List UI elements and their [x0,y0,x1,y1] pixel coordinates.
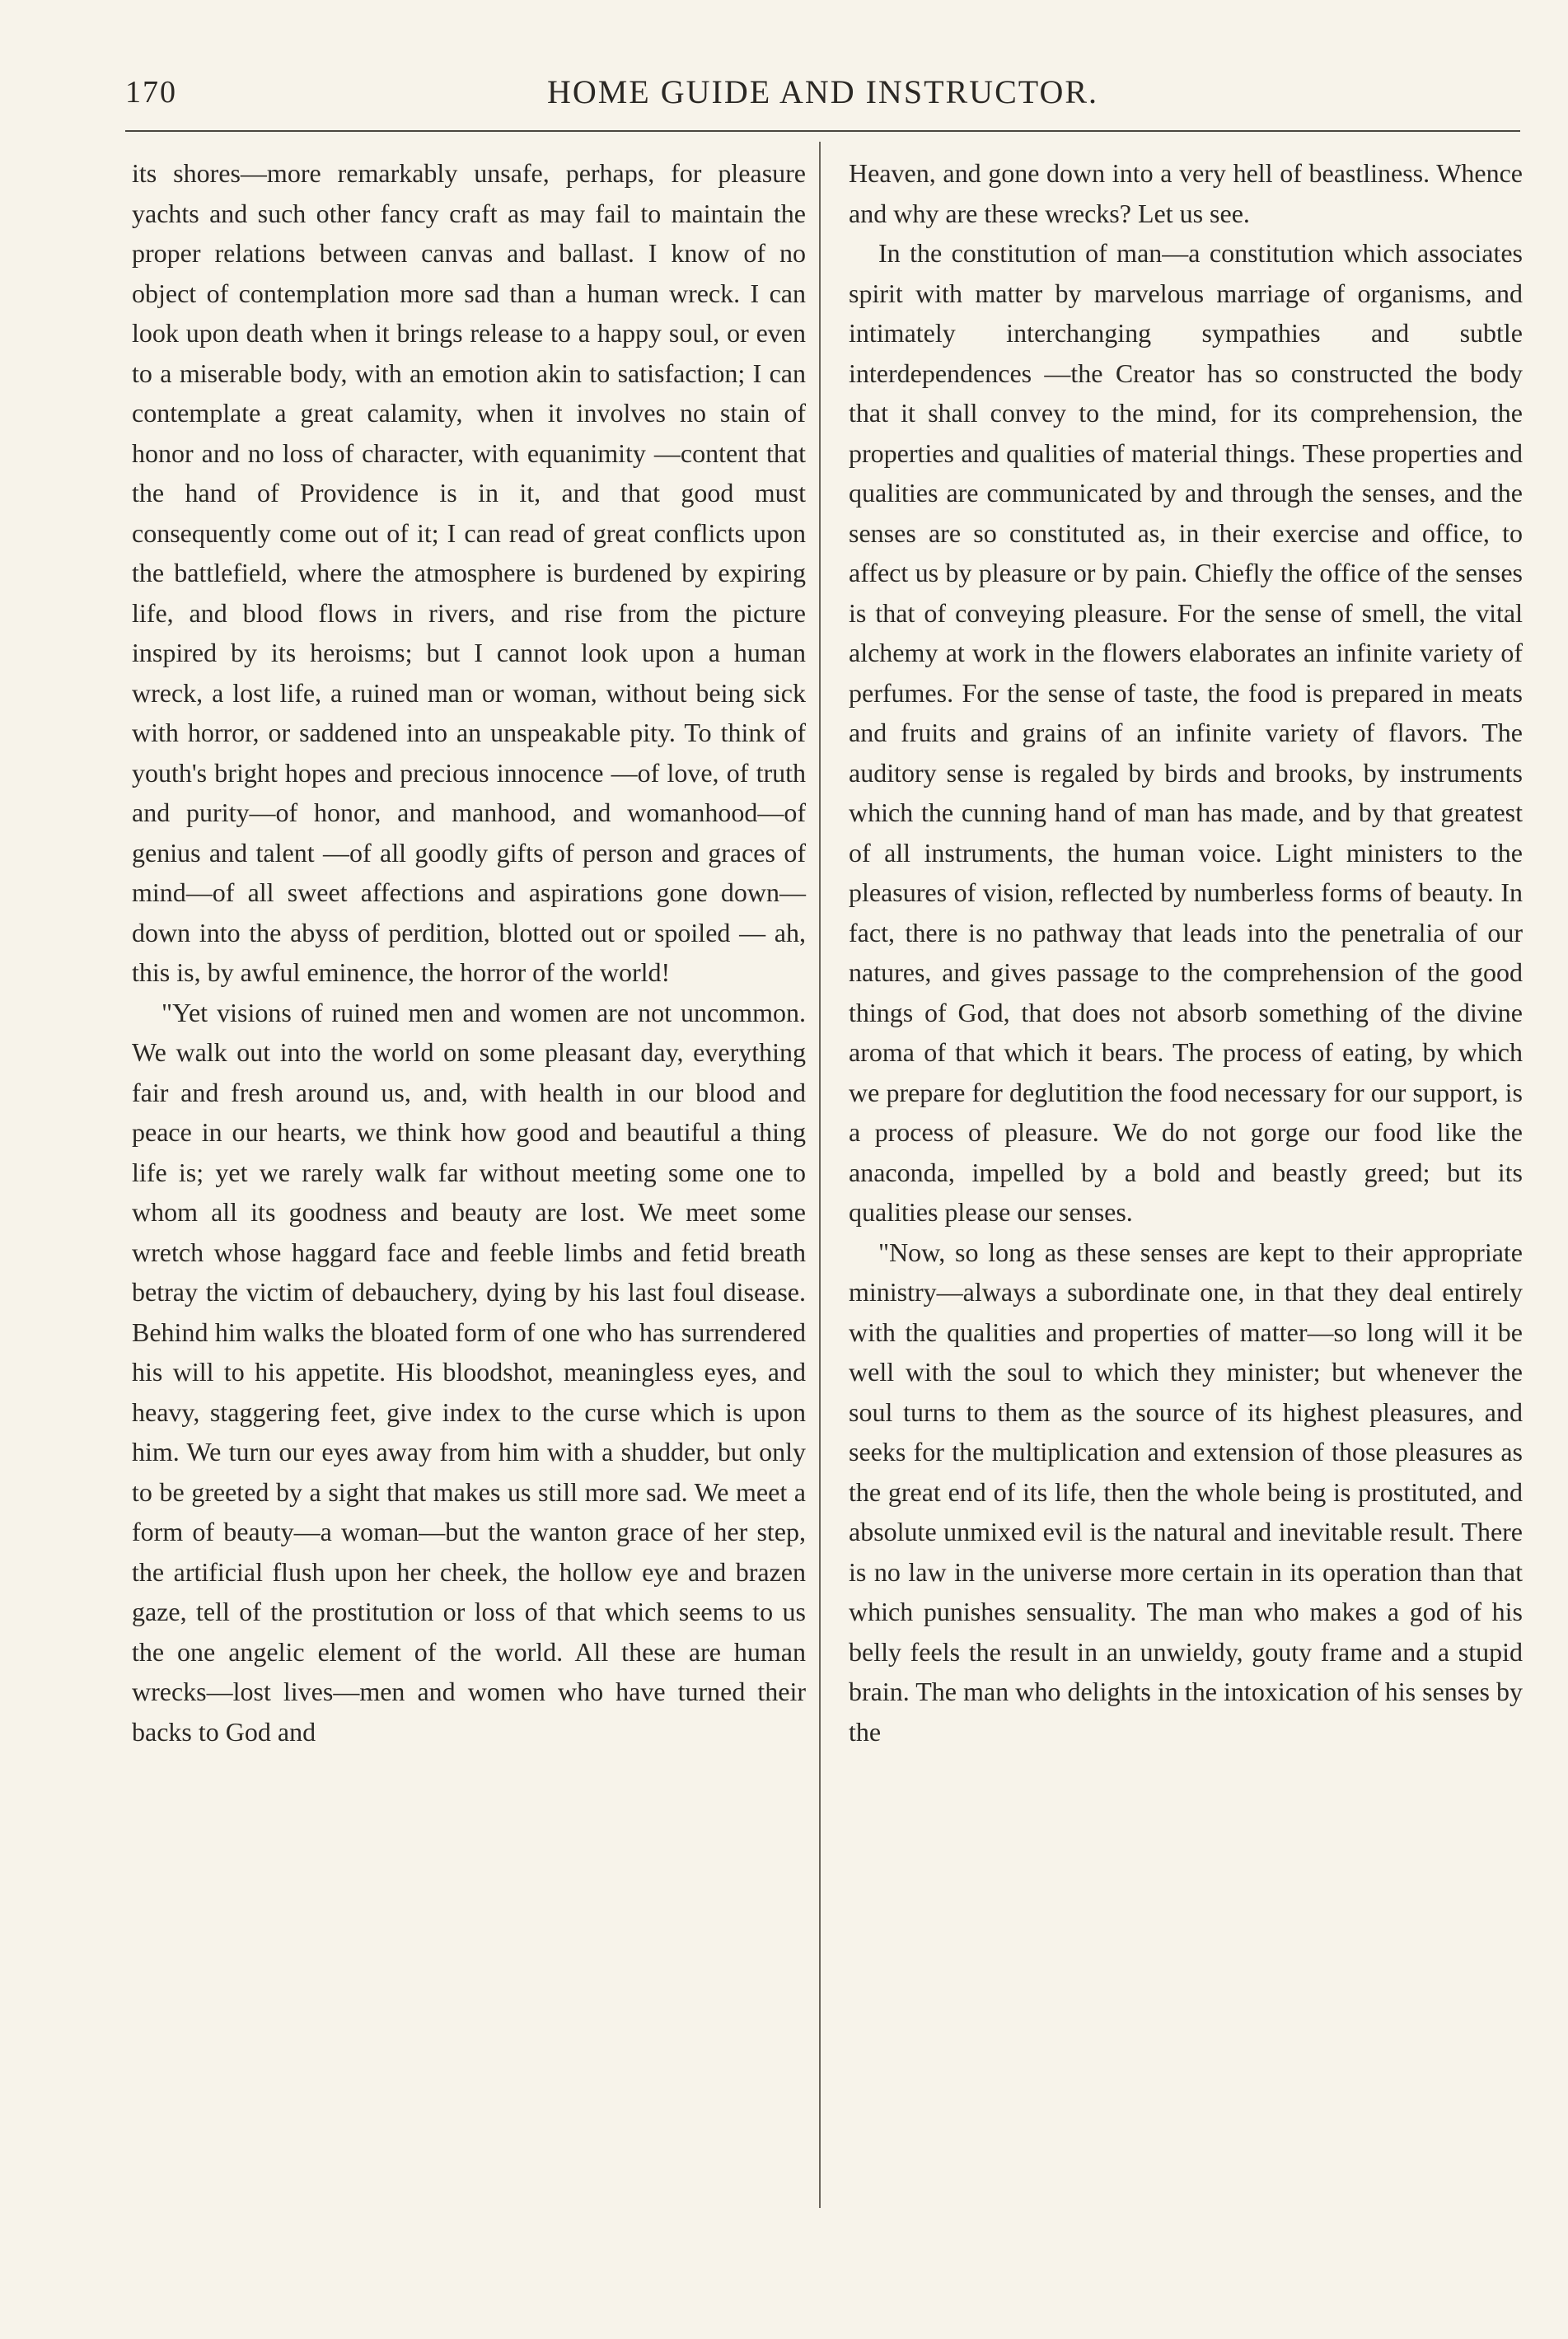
right-column [849,153,1523,1752]
paragraph: Heaven, and gone down into a very hell of beastliness. Whence and why are these wrecks? Let us see. [849,158,1523,228]
column-divider [819,142,821,2208]
page-number: 170 [125,75,177,110]
running-title: HOME GUIDE AND INSTRUCTOR. [546,73,1099,110]
header-rule [125,130,1520,132]
paragraph: "Now, so long as these senses are kept to their appropriate ministry—always a subordinate one, in that they deal entirely with the qualities and properties of matter—so long will it be well with the soul to which they minister; but whenever the soul turns to them as the source of its highest pleasures, and seeks for the multiplication and extension of those pleasures as the great end of its life, then the whole being is prostituted, and absolute unmixed evil is the natural and inevitable result. There is no law in the universe more certain in its operation than that which punishes sensuality. The man who makes a god of his belly feels the result in an unwieldy, gouty frame and a stupid brain. The man who delights in the intoxication of his senses by the [849,1237,1523,1747]
paragraph: In the constitution of man—a constitution which associates spirit with matter by marvelous marriage of organisms, and intimately interchanging sympathies and subtle interdependences —the Creator has so constructed the body that it shall convey to the mind, for its comprehension, the properties and qualities of material things. These properties and qualities are communicated by and through the senses, and the senses are so constituted as, in their exercise and office, to affect us by pleasure or by pain. Chiefly the office of the senses is that of conveying pleasure. For the sense of smell, the vital alchemy at work in the flowers elaborates an infinite variety of perfumes. For the sense of taste, the food is prepared in meats and fruits and grains of an infinite variety of flavors. The auditory sense is regaled by birds and brooks, by instruments which the cunning hand of man has made, and by that greatest of all instruments, the human voice. Light ministers to the pleasures of vision, reflected by numberless forms of beauty. In fact, there is no pathway that leads into the penetralia of our natures, and gives passage to the comprehension of the good things of God, that does not absorb something of the divine aroma of that which it bears. The process of eating, by which we prepare for deglutition the food necessary for our support, is a process of pleasure. We do not gorge our food like the anaconda, impelled by a bold and beastly greed; but its qualities please our senses. [849,238,1523,1227]
paragraph: "Yet visions of ruined men and women are not uncommon. We walk out into the world on some pleasant day, everything fair and fresh around us, and, with health in our blood and peace in our hearts, we think how good and beautiful a thing life is; yet we rarely walk far without meeting some one to whom all its goodness and beauty are lost. We meet some wretch whose haggard face and feeble limbs and fetid breath betray the victim of debauchery, dying by his last foul disease. Behind him walks the bloated form of one who has surrendered his will to his appetite. His bloodshot, meaningless eyes, and heavy, staggering feet, give index to the curse which is upon him. We turn our eyes away from him with a shudder, but only to be greeted by a sight that makes us still more sad. We meet a form of beauty—a woman—but the wanton grace of her step, the artificial flush upon her cheek, the hollow eye and brazen gaze, tell of the prostitution or loss of that which seems to us the one angelic element of the world. All these are human wrecks—lost lives—men and women who have turned their backs to God and [132,997,806,1747]
left-column [132,153,806,1752]
paragraph: its shores—more remarkably unsafe, perhaps, for pleasure yachts and such other fancy craft as may fail to maintain the proper relations between canvas and ballast. I know of no object of contemplation more sad than a human wreck. I can look upon death when it brings release to a happy soul, or even to a miserable body, with an emotion akin to satisfaction; I can contemplate a great calamity, when it involves no stain of honor and no loss of character, with equanimity —content that the hand of Providence is in it, and that good must consequently come out of it; I can read of great conflicts upon the battlefield, where the atmosphere is burdened by expiring life, and blood flows in rivers, and rise from the picture inspired by its heroisms; but I cannot look upon a human wreck, a lost life, a ruined man or woman, without being sick with horror, or saddened into an unspeakable pity. To think of youth's bright hopes and precious innocence —of love, of truth and purity—of honor, and manhood, and womanhood—of genius and talent —of all goodly gifts of person and graces of mind—of all sweet affections and aspirations gone down—down into the abyss of perdition, blotted out or spoiled — ah, this is, by awful eminence, the horror of the world! [132,158,806,987]
page-header [125,68,1520,117]
